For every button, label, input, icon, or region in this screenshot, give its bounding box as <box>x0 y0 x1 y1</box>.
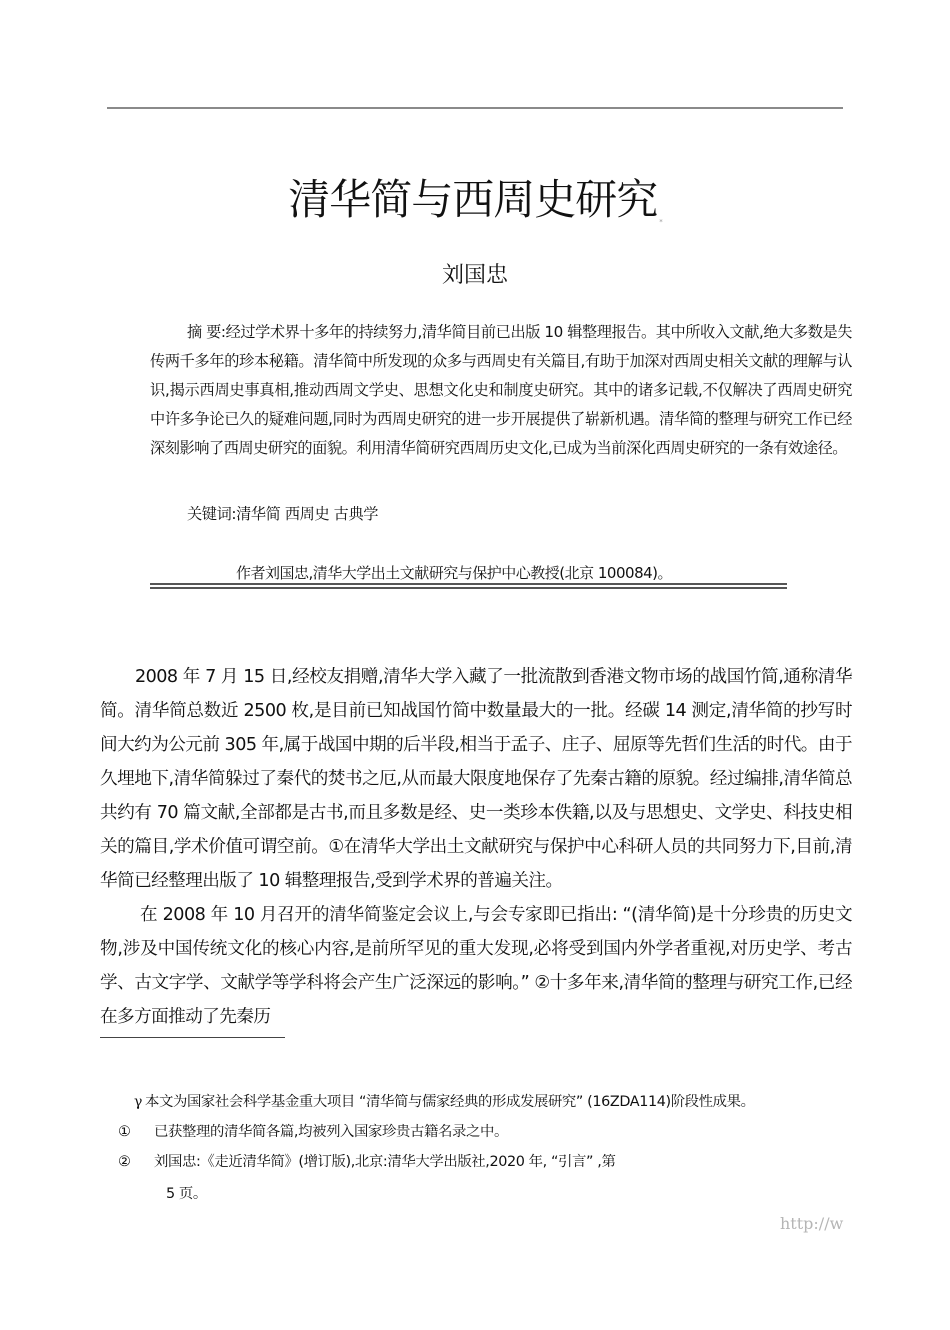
abstract-label: 摘 要: <box>187 323 226 341</box>
article-title-text: 清华简与西周史研究 <box>288 175 658 224</box>
body-paragraph: 2008 年 7 月 15 日,经校友捐赠,清华大学入藏了一批流散到香港文物市场的战国竹简,通称清华简。清华简总数近 2500 枚,是目前已知战国竹简中数量最大的一批。经碳 14 测定,清华简的抄写时间大约为公元前 305 年,属于战国中期的后半段,相当于孟子、庄子、屈原等先哲们生活的时代。由于久埋地下,清华简躲过了秦代的焚书之厄,从而最大限度地保存了先秦古籍的原貌。经过编排,清华简总共约有 70 篇文献,全部都是古书,而且多数是经、史一类珍本佚籍,以及与思想史、文学史、科技史相关的篇目,学术价值可谓空前。①在清华大学出土文献研究与保护中心科研人员的共同努力下,目前,清华简已经整理出版了 10 辑整理报告,受到学术界的普遍关注。 <box>100 667 852 891</box>
article-author: 刘国忠 <box>441 263 508 288</box>
footnote-1-text: 已获整理的清华简各篇,均被列入国家珍贵古籍名录之中。 <box>154 1124 508 1140</box>
footnote-1-marker: ① <box>118 1124 131 1140</box>
abstract <box>150 318 852 463</box>
footnote-1 <box>118 1122 508 1142</box>
title-footnote-mark[interactable]: * <box>659 218 662 226</box>
header-rule <box>107 107 843 109</box>
footnote-funding <box>134 1092 755 1112</box>
body-paragraph: 在 2008 年 10 月召开的清华简鉴定会议上,与会专家即已指出: “(清华简)是十分珍贵的历史文物,涉及中国传统文化的核心内容,是前所罕见的重大发现,必将受到国内外学者重视,对历史学、考古学、古文字学、文献学等学科将会产生广泛深远的影响。” ②十多年来,清华简的整理与研究工作,已经在多方面推动了先秦历 <box>100 905 852 1027</box>
author-info-double-rule <box>150 583 787 589</box>
footnote-2-marker: ② <box>118 1154 131 1170</box>
footnote-funding-symbol: γ <box>134 1094 142 1110</box>
keywords-list: 清华简 西周史 古典学 <box>236 505 379 523</box>
footnote-2 <box>118 1152 615 1172</box>
keywords <box>187 500 378 529</box>
article-title <box>0 170 950 230</box>
author-info: 作者刘国忠,清华大学出土文献研究与保护中心教授(北京 100084)。 <box>236 564 673 582</box>
article-body <box>100 660 852 1034</box>
keywords-label: 关键词: <box>187 505 237 523</box>
watermark-url: http://w <box>780 1214 844 1233</box>
footnote-funding-text: 本文为国家社会科学基金重大项目 “清华简与儒家经典的形成发展研究” (16ZDA114)阶段性成果。 <box>144 1094 755 1110</box>
footnote-2-continuation: 5 页。 <box>166 1186 207 1202</box>
footnote-2-text: 刘国忠:《走近清华简》(增订版),北京:清华大学出版社,2020 年, “引言” ,第 <box>154 1154 616 1170</box>
footnote-separator <box>100 1037 285 1038</box>
abstract-text: 经过学术界十多年的持续努力,清华简目前已出版 10 辑整理报告。其中所收入文献,绝大多数是失传两千多年的珍本秘籍。清华简中所发现的众多与西周史有关篇目,有助于加深对西周史相关文献的理解与认识,揭示西周史事真相,推动西周文学史、思想文化史和制度史研究。其中的诸多记载,不仅解决了西周史研究中许多争论已久的疑难问题,同时为西周史研究的进一步开展提供了崭新机遇。清华简的整理与研究工作已经深刻影响了西周史研究的面貌。利用清华简研究西周历史文化,已成为当前深化西周史研究的一条有效途径。 <box>150 323 852 457</box>
